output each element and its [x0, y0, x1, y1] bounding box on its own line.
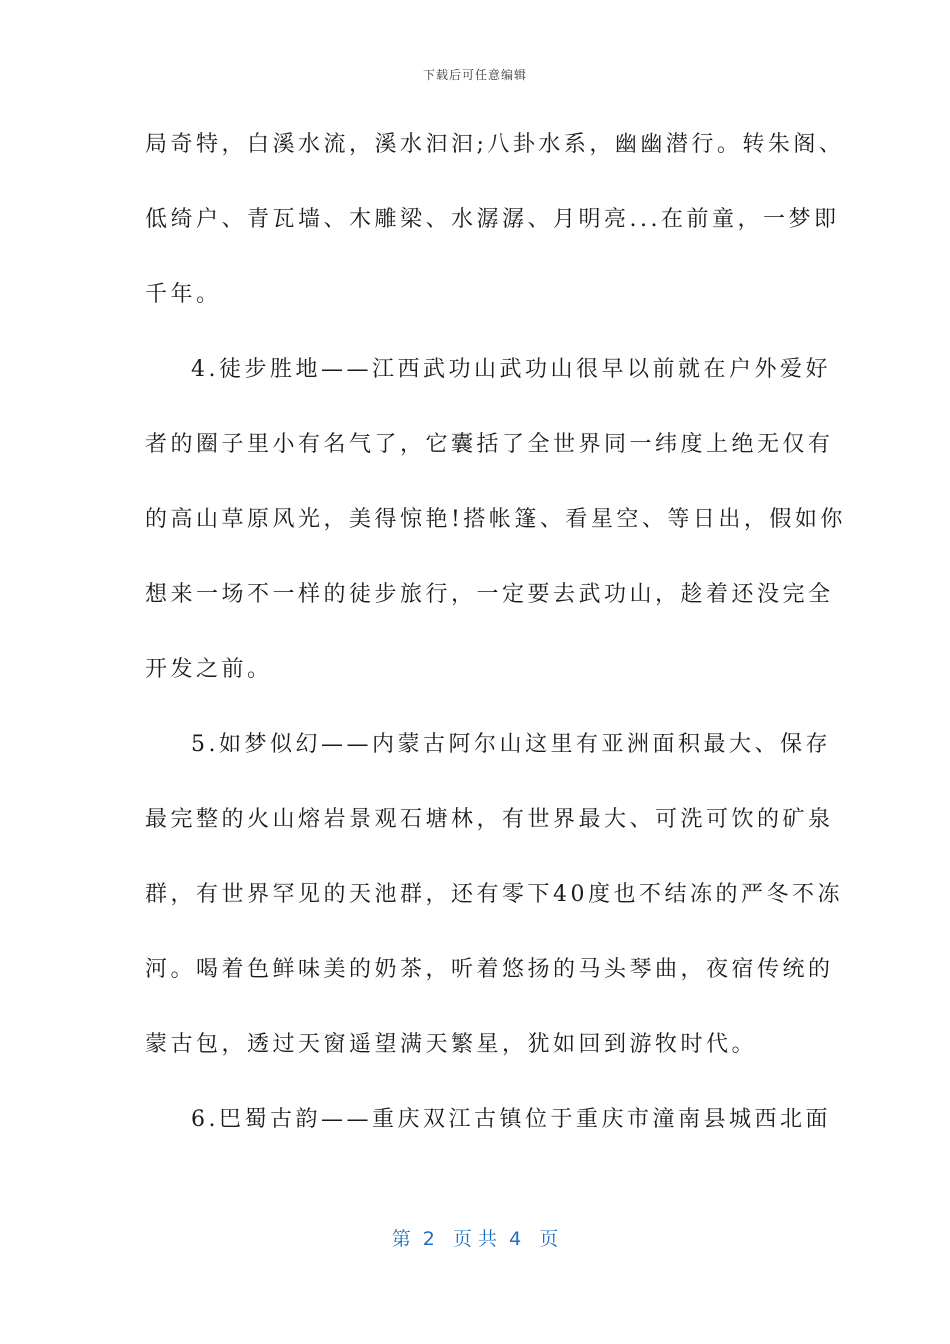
text-line: 千年。 [145, 282, 222, 307]
text-line: 低绮户、青瓦墙、木雕梁、水潺潺、月明亮...在前童，一梦即 [145, 207, 840, 232]
text-line: 群，有世界罕见的天池群，还有零下40度也不结冻的严冬不冻 [145, 882, 843, 907]
text-line: 最完整的火山熔岩景观石塘林，有世界最大、可洗可饮的矿泉 [145, 807, 834, 832]
document-body [145, 121, 846, 1171]
paragraph-start-line: 4.徒步胜地——江西武功山武功山很早以前就在户外爱好 [191, 357, 831, 382]
text-line: 开发之前。 [145, 657, 273, 682]
paragraph-start-line: 5.如梦似幻——内蒙古阿尔山这里有亚洲面积最大、保存 [191, 732, 831, 757]
page-indicator: 第 2 页 共 4 页 [391, 1228, 559, 1250]
paragraph-start-line: 6.巴蜀古韵——重庆双江古镇位于重庆市潼南县城西北面 [191, 1107, 831, 1132]
text-line: 的高山草原风光，美得惊艳!搭帐篷、看星空、等日出，假如你 [145, 507, 846, 532]
text-line: 者的圈子里小有名气了，它囊括了全世界同一纬度上绝无仅有 [145, 432, 834, 457]
text-line: 局奇特，白溪水流，溪水汩汩;八卦水系，幽幽潜行。转朱阁、 [145, 132, 845, 157]
text-line: 蒙古包，透过天窗遥望满天繁星，犹如回到游牧时代。 [145, 1032, 758, 1057]
header-note: 下载后可任意编辑 [422, 68, 527, 82]
text-line: 想来一场不一样的徒步旅行，一定要去武功山，趁着还没完全 [145, 582, 834, 607]
text-line: 河。喝着色鲜味美的奶茶，听着悠扬的马头琴曲，夜宿传统的 [145, 957, 834, 982]
